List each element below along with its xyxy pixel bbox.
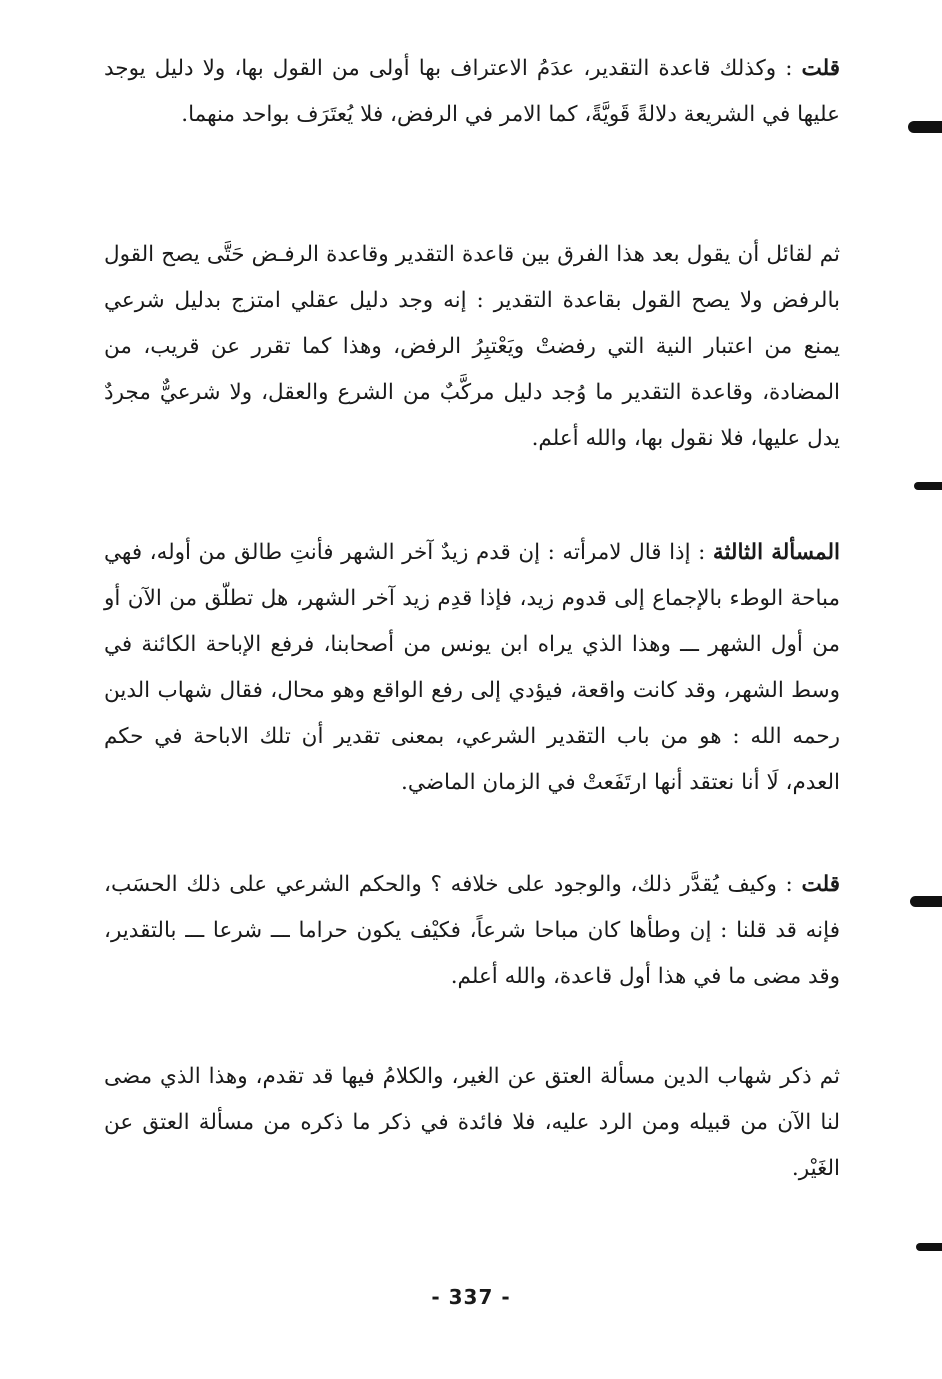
scan-edge-mark [910, 896, 942, 907]
paragraph-3-lead: المسألة الثالثة [712, 540, 840, 565]
paragraph-2 [104, 232, 840, 462]
paragraph-1-text: : وكذلك قاعدة التقدير، عدَمُ الاعتراف بها أولى من القول بها، ولا دليل يوجد عليها في الشريعة دلالةً قَويَّةً، كما الامر في الرفض، فلا يُعتَرَف بواحد منهما. [104, 56, 840, 127]
paragraph-3-text: : إذا قال لامرأته : إن قدم زيدٌ آخر الشهر فأنتِ طالق من أوله، فهي مباحة الوطء بالإجماع إلى قدوم زيد، فإذا قدِم زيد آخر الشهر، هل تطلّق من الآن أو من أول الشهر ـــ وهذا الذي يراه ابن يونس من أصحابنا، فرفع الإباحة الكائنة في وسط الشهر، وقد كانت واقعة، فيؤدي إلى رفع الواقع وهو محال، فقال شهاب الدين رحمه الله : هو من باب التقدير الشرعي، بمعنى تقدير أن تلك الاباحة في حكم العدم، لَا أنا نعتقد أنها ارتَفَعتْ في الزمان الماضي. [104, 540, 840, 795]
scan-edge-mark [908, 121, 942, 133]
paragraph-5-text: ثم ذكر شهاب الدين مسألة العتق عن الغير، والكلامُ فيها قد تقدم، وهذا الذي مضى لنا الآن من قبيله ومن الرد عليه، فلا فائدة في ذكر ما ذكره من مسألة العتق عن الغَيْر. [104, 1064, 840, 1181]
paragraph-4-lead: قلت [801, 872, 840, 897]
paragraph-5 [104, 1054, 840, 1192]
paragraph-4 [104, 862, 840, 1000]
page-number: - 337 - [431, 1285, 511, 1309]
paragraph-1-lead: قلت [801, 56, 840, 81]
paragraph-3 [104, 530, 840, 806]
scan-edge-mark [914, 482, 942, 490]
paragraph-1 [104, 46, 840, 138]
paragraph-4-text: : وكيف يُقدَّر ذلك، والوجود على خلافه ؟ والحكم الشرعي على ذلك الحسَب، فإنه قد قلنا : إن وطأها كان مباحا شرعاً، فكيْف يكون حراما ـــ شرعا ـــ بالتقدير، وقد مضى ما في هذا أول قاعدة، والله أعلم. [104, 872, 840, 989]
scan-edge-mark [916, 1243, 942, 1251]
paragraph-2-text: ثم لقائل أن يقول بعد هذا الفرق بين قاعدة التقدير وقاعدة الرفـض حَتَّى يصح القول بالرفض ولا يصح القول بقاعدة التقدير : إنه وجد دليل عقلي امتزج بدليل شرعي يمنع من اعتبار النية التي رفضتْ ويَعْتبِرُ الرفض، وهذا كما تقرر عن قريب، من المضادة، وقاعدة التقدير ما وُجد دليل مركَّبٌ من الشرع والعقل، ولا شرعيٌّ مجردٌ يدل عليها، فلا نقول بها، والله أعلم. [104, 242, 840, 451]
